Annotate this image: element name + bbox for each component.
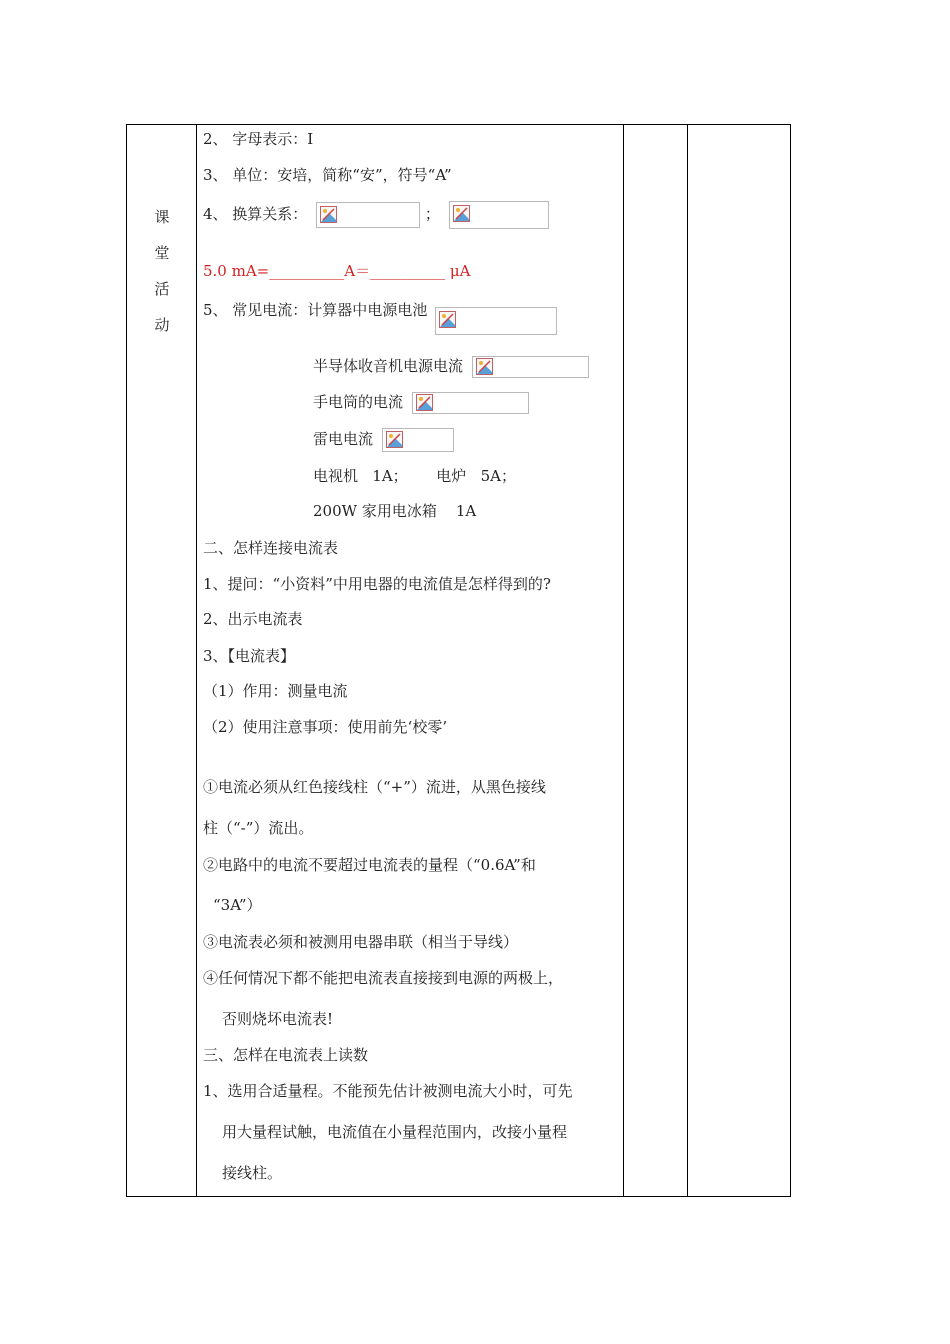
flashlight-current-line bbox=[313, 391, 529, 414]
common-current-line bbox=[203, 297, 557, 325]
text-label: 雷电电流 bbox=[313, 430, 374, 448]
text-line: 3、【电流表】 bbox=[203, 647, 296, 665]
rule-1: ①电流必须从红色接线柱（“+”）流进，从黑色接线 bbox=[203, 778, 546, 796]
text-label: 手电筒的电流 bbox=[313, 393, 404, 411]
broken-image-icon bbox=[439, 311, 456, 328]
lightning-current-line bbox=[313, 428, 454, 452]
broken-image-icon bbox=[416, 394, 433, 411]
text-line: 1、提问：“小资料”中用电器的电流值是怎样得到的? bbox=[203, 575, 551, 593]
side-char: 堂 bbox=[154, 244, 170, 262]
rule-1-cont: 柱（“-”）流出。 bbox=[203, 819, 314, 837]
text-line: （1）作用：测量电流 bbox=[203, 682, 348, 700]
broken-image-icon bbox=[386, 431, 403, 448]
column-divider-3 bbox=[687, 125, 688, 1196]
rule-3: ③电流表必须和被测用电器串联（相当于导线） bbox=[203, 933, 519, 951]
text-label: 4、 换算关系： bbox=[203, 205, 308, 223]
text-label: 半导体收音机电源电流 bbox=[313, 357, 464, 375]
text-line: 1、选用合适量程。不能预先估计被测电流大小时，可先 bbox=[203, 1082, 573, 1100]
formula-image bbox=[316, 202, 420, 228]
section-heading: 三、怎样在电流表上读数 bbox=[203, 1046, 369, 1064]
value-image bbox=[412, 392, 529, 414]
text-line: 3、 单位：安培，简称“安”，符号“A” bbox=[203, 166, 452, 184]
text-line: （2）使用注意事项：使用前先‘校零’ bbox=[203, 718, 448, 736]
value-image bbox=[435, 307, 557, 335]
value-image bbox=[472, 356, 589, 378]
radio-current-line bbox=[313, 355, 589, 378]
text-label: 5、 常见电流：计算器中电源电池 bbox=[203, 301, 428, 319]
text-line: 用大量程试触，电流值在小量程范围内，改接小量程 bbox=[222, 1123, 568, 1141]
broken-image-icon bbox=[453, 205, 470, 222]
text-line: 接线柱。 bbox=[222, 1164, 283, 1182]
section-heading: 二、怎样连接电流表 bbox=[203, 539, 339, 557]
side-char: 动 bbox=[154, 316, 170, 334]
separator: ； bbox=[424, 205, 440, 223]
side-label-classroom-activity bbox=[127, 199, 197, 343]
rule-4: ④任何情况下都不能把电流表直接接到电源的两极上， bbox=[203, 969, 564, 987]
rule-2: ②电路中的电流不要超过电流表的量程（“0.6A”和 bbox=[203, 856, 536, 874]
side-char: 活 bbox=[154, 280, 170, 298]
text-line: 2、 字母表示：I bbox=[203, 130, 314, 148]
exercise-line: 5.0 mA=__________A＝__________ μA bbox=[203, 262, 471, 280]
conversion-line bbox=[203, 201, 549, 229]
text-line: 电视机 1A； 电炉 5A； bbox=[313, 467, 516, 485]
broken-image-icon bbox=[320, 206, 337, 223]
formula-image bbox=[449, 201, 549, 229]
rule-4-cont: 否则烧坏电流表! bbox=[222, 1010, 334, 1028]
broken-image-icon bbox=[476, 358, 493, 375]
text-line: 2、出示电流表 bbox=[203, 610, 303, 628]
rule-2-cont: “3A”） bbox=[213, 896, 262, 914]
value-image bbox=[382, 428, 454, 452]
text-line: 200W 家用电冰箱 1A bbox=[313, 502, 477, 520]
column-divider-2 bbox=[623, 125, 624, 1196]
side-char: 课 bbox=[154, 208, 170, 226]
